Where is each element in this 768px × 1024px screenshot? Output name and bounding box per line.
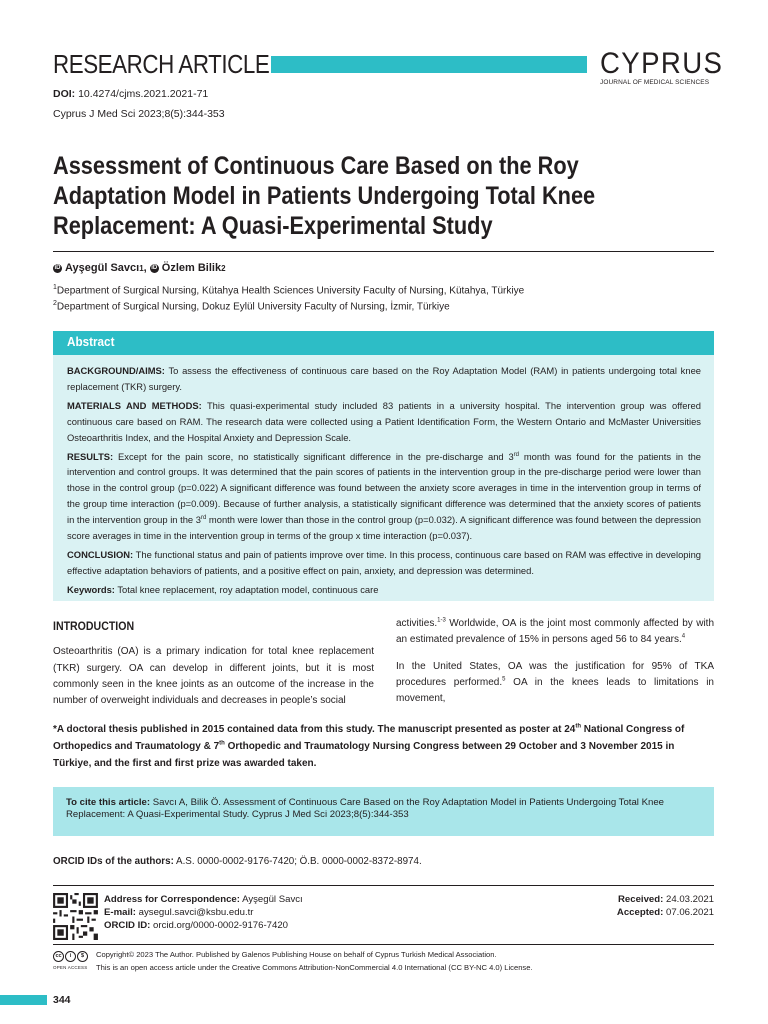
header-accent-bar [271,56,587,73]
reference-sup[interactable]: 1-3 [437,617,446,624]
affiliation-sup: 2 [53,300,57,307]
ordinal-sup: th [219,740,225,747]
orcid-icon[interactable]: iD [54,264,61,271]
license-text [96,948,533,974]
license-divider [53,944,714,945]
affiliation [53,300,450,312]
received-date [617,893,714,906]
correspondence-block [104,893,303,932]
footnote-text: Orthopedic and Traumatology Nursing Congress between 29 October and 3 November 2015 in Türkiye, and the first and first prize was awarded taken. [53,741,675,769]
journal-logo-name: CYPRUS [600,47,724,80]
reference-sup[interactable]: 4 [681,633,686,640]
body-text: activities. [396,618,438,629]
section-heading: INTRODUCTION [53,621,135,633]
journal-logo [600,47,724,86]
doi-line [53,88,208,100]
footnote-text: *A doctoral thesis published in 2015 contained data from this study. The manuscript presented as poster at 24 [53,724,576,735]
intro-right-column [396,616,714,717]
abstract-section-text: month was found for the patients in the intervention and control groups. It was determined that the pain scores of patients in the intervention group in the pre-discharge period were lower than those in the control group (p=0.022) A significant difference was found between the anxiety score averages in time in the intervention group in terms of the group time interaction (p=0.009). Because of further analysis, a statistically significant difference was determined that the anxiety scores of patients in the intervention group in the 3 [67,450,702,526]
qr-code-icon[interactable] [53,893,98,940]
cite-text: Savcı A, Bilik Ö. Assessment of Continuous Care Based on the Roy Adaptation Model in Patients Undergoing Total Knee Replacement: A Quasi-Experimental Study. Cyprus J Med Sci 2023;8(5):344-353 [66,797,664,820]
by-icon: i [65,951,76,962]
author-affil-sup: 2 [221,263,226,273]
correspondence-address [104,893,303,906]
abstract-section-text: The functional status and pain of patients improve over time. In this process, continuous care based on RAM was effective in developing effective adaptation behaviors of patients, and a positive effect on pain, anxiety, and depression was determined. [67,548,702,576]
date-label: Accepted: [616,907,664,918]
body-text: In the United States, OA was the justification for 95% of TKA procedures performed. [396,660,714,688]
date-value: 24.03.2021 [665,894,714,905]
copyright-line: Copyright© 2023 The Author. Published by Galenos Publishing House on behalf of Cyprus Turkish Medical Association. [96,950,497,959]
keywords-label: Keywords: [67,583,115,595]
orcid-ids-label: ORCID IDs of the authors: [53,856,174,867]
abstract-heading-bar [53,331,714,355]
title-line: Replacement: A Quasi-Experimental Study [53,212,493,240]
footer-accent-bar [0,995,47,1005]
ordinal-sup: rd [513,451,520,458]
page-number: 344 [53,994,71,1006]
abstract-background [67,363,701,395]
correspondence-label: ORCID ID: [104,920,151,931]
author-name: Özlem Bilik [161,262,222,274]
abstract-section-label: CONCLUSION: [67,548,134,560]
doi-label: DOI: [53,88,76,100]
orcid-ids-line [53,856,422,867]
email-link[interactable]: aysegul.savci@ksbu.edu.tr [138,907,254,918]
abstract-body [53,355,714,601]
abstract-section-text: To assess the effectiveness of continuous care based on the Roy Adaptation Model (RAM) in patients undergoing total knee replacement (TKR) surgery. [67,365,702,392]
orcid-link[interactable]: orcid.org/0000-0002-9176-7420 [153,920,288,931]
article-type-label: RESEARCH ARTICLE [53,49,270,79]
cite-label: To cite this article: [66,797,151,808]
keywords-text: Total knee replacement, roy adaptation model, continuous care [117,583,379,595]
intro-left-column [53,619,374,719]
open-access-label: OPEN ACCESS [53,965,88,970]
abstract-conclusion [67,547,701,579]
footnote-text: National Congress of Orthopedics and Traumatology & 7 [53,724,685,752]
abstract-section-label: BACKGROUND/AIMS: [67,365,165,376]
abstract-section-text: This quasi-experimental study included 83 patients in a university hospital. The intervention group was offered continuous care based on RAM. The research data were collected using a Patient Identification Form, the Western Ontario and McMaster Universities Osteoarthritis Index, and the Hospital Anxiety and Depression Scale. [67,399,701,443]
article-dates [617,893,714,919]
correspondence-value: Ayşegül Savcı [242,894,303,905]
abstract-section-label: MATERIALS AND METHODS: [67,399,202,411]
title-divider [53,251,714,252]
body-text: Worldwide, OA is the joint most commonly affected by with an estimated prevalence of 15% in persons aged 56 to 84 years. [396,618,714,646]
body-paragraph [396,659,714,708]
orcid-icon[interactable]: iD [151,264,158,271]
date-value: 07.06.2021 [665,907,714,918]
footer-divider [53,885,714,886]
abstract-section-label: RESULTS: [67,450,114,462]
correspondence-email [104,906,303,919]
title-line: Adaptation Model in Patients Undergoing Total Knee [53,182,596,210]
body-paragraph: Osteoarthritis (OA) is a primary indication for total knee replacement (TKR) surgery. OA can develop in different joints, but it is most commonly seen in the knee joints as an outcome of the increase in the number of overweight individuals and decreases in people’s social [53,646,374,707]
doi-link[interactable]: 10.4274/cjms.2021.2021-71 [78,88,209,100]
nc-icon: $ [77,951,88,962]
body-text: OA in the knees leads to limitations in movement, [396,676,714,705]
journal-logo-subtitle: JOURNAL OF MEDICAL SCIENCES [600,79,710,86]
orcid-ids-text: A.S. 0000-0002-9176-7420; Ö.B. 0000-0002-8372-8974. [176,856,422,867]
cc-icon: cc [53,951,64,962]
correspondence-label: E-mail: [104,907,136,918]
correspondence-orcid [104,919,303,932]
affiliation-sup: 1 [53,284,57,291]
article-title [53,151,610,241]
thesis-footnote [53,721,714,772]
abstract-heading: Abstract [67,334,115,349]
affiliation [53,284,524,296]
citation-line: Cyprus J Med Sci 2023;8(5):344-353 [53,108,225,120]
abstract-keywords [67,582,701,598]
abstract-section-text: Except for the pain score, no statistically significant difference in the pre-discharge and 3 [118,450,514,462]
body-paragraph [396,616,714,649]
author-name: Ayşegül Savcı [65,262,140,274]
correspondence-label: Address for Correspondence: [104,894,240,905]
ordinal-sup: rd [200,515,207,522]
date-label: Received: [617,894,664,905]
abstract-methods [67,398,701,446]
affiliation-text: Department of Surgical Nursing, Kütahya Health Sciences University Faculty of Nursing, Kütahya, Türkiye [56,285,525,297]
cite-this-article-box [53,787,714,836]
reference-sup[interactable]: 5 [502,676,506,683]
accepted-date [617,906,714,919]
license-line: This is an open access article under the Creative Commons Attribution-NonCommercial 4.0 International (CC BY-NC 4.0) License. [96,963,533,972]
author-affil-sup: 1 [139,263,144,273]
cc-icons [53,951,89,962]
ordinal-sup: th [575,723,582,730]
abstract-section-text: month were lower than those in the control group (p=0.032). A significant difference was found between the depression score averages in time in the intervention group in terms of the group x time interaction (p=0.037). [67,514,702,542]
title-line: Assessment of Continuous Care Based on the Roy [53,152,579,180]
abstract-results [67,449,701,544]
author-list: iD Ayşegül Savcı 1 , iD Özlem Bilik 2 [54,262,226,274]
cc-license-badge[interactable] [53,951,89,970]
affiliation-text: Department of Surgical Nursing, Dokuz Eylül University Faculty of Nursing, İzmir, Türkiye [56,301,450,313]
